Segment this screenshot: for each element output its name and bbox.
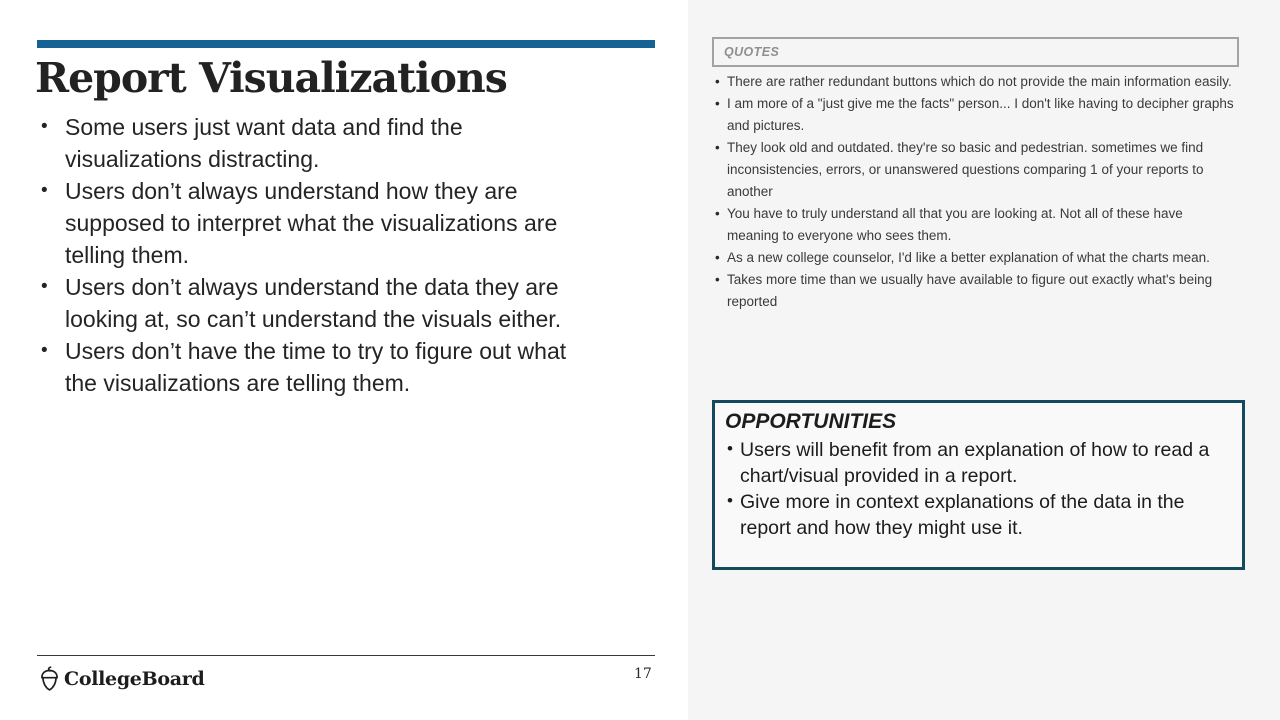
slide-bullet: • Users don’t have the time to try to figure out what the visualizations are telling them. — [38, 335, 598, 399]
opportunities-list — [725, 437, 1227, 541]
page-number: 17 — [634, 666, 652, 682]
quote-item: • I am more of a "just give me the facts" person... I don't like having to decipher graphs and pictures. — [715, 93, 1237, 137]
title-accent-bar — [37, 40, 655, 48]
slide-bullet-list — [38, 111, 598, 399]
quote-item: • They look old and outdated. they're so basic and pedestrian. sometimes we find inconsistencies, errors, or unanswered questions comparing 1 of your reports to another — [715, 137, 1237, 203]
opportunities-header-label: OPPORTUNITIES — [725, 410, 897, 433]
quotes-header-label: QUOTES — [724, 45, 780, 59]
quote-item: • There are rather redundant buttons which do not provide the main information easily. — [715, 71, 1237, 93]
page-title: Report Visualizations — [35, 54, 507, 102]
quotes-header-box — [712, 37, 1239, 67]
collegeboard-wordmark: CollegeBoard — [64, 668, 205, 690]
quote-item: • Takes more time than we usually have available to figure out exactly what's being reported — [715, 269, 1237, 313]
slide-bullet: • Users don’t always understand the data they are looking at, so can’t understand the visuals either. — [38, 271, 598, 335]
acorn-icon — [39, 666, 60, 692]
slide-bullet: • Users don’t always understand how they are supposed to interpret what the visualizations are telling them. — [38, 175, 598, 271]
collegeboard-logo — [39, 666, 204, 692]
quotes-list — [715, 71, 1237, 313]
opportunity-item: • Users will benefit from an explanation of how to read a chart/visual provided in a report. — [727, 437, 1227, 489]
slide-bullet: • Some users just want data and find the visualizations distracting. — [38, 111, 598, 175]
opportunity-item: • Give more in context explanations of the data in the report and how they might use it. — [727, 489, 1227, 541]
opportunities-box — [712, 400, 1245, 570]
quote-item: • As a new college counselor, I'd like a better explanation of what the charts mean. — [715, 247, 1237, 269]
footer-divider — [37, 655, 655, 656]
quote-item: • You have to truly understand all that you are looking at. Not all of these have meaning to everyone who sees them. — [715, 203, 1237, 247]
